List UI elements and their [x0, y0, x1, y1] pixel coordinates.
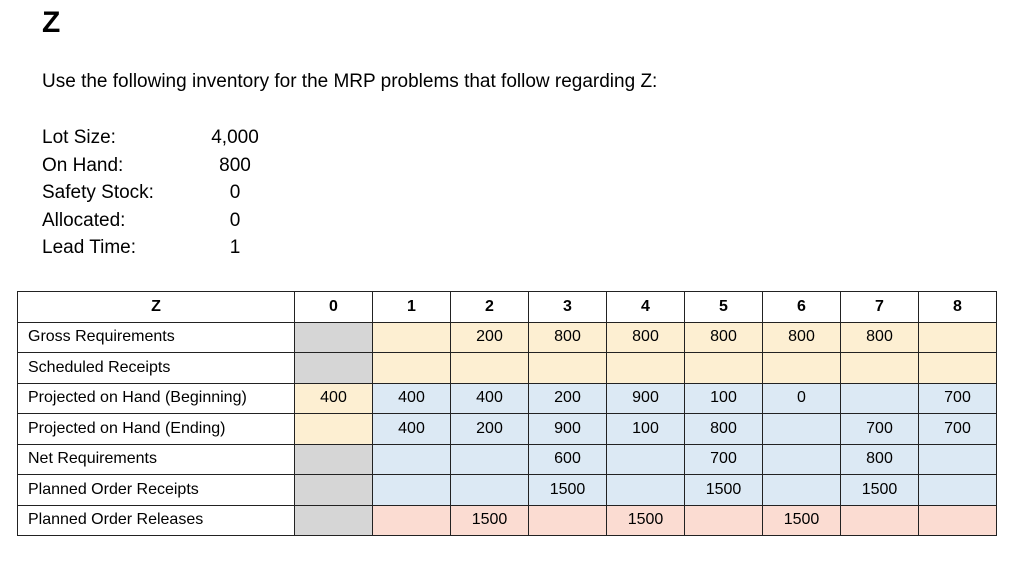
table-cell: 800	[841, 444, 919, 475]
param-value: 0	[229, 209, 241, 231]
table-cell	[451, 475, 529, 506]
table-cell: 800	[841, 322, 919, 353]
table-cell	[295, 414, 373, 445]
table-cell	[763, 353, 841, 384]
period-header: 5	[685, 292, 763, 323]
table-cell	[295, 322, 373, 353]
table-cell: 1500	[607, 505, 685, 536]
table-cell	[919, 505, 997, 536]
table-cell: 800	[763, 322, 841, 353]
table-cell: 800	[685, 322, 763, 353]
row-label: Projected on Hand (Beginning)	[18, 383, 295, 414]
table-cell	[607, 353, 685, 384]
row-label: Scheduled Receipts	[18, 353, 295, 384]
table-cell	[841, 353, 919, 384]
period-header: 8	[919, 292, 997, 323]
row-gross-requirements	[18, 322, 997, 353]
table-cell	[373, 475, 451, 506]
table-cell	[529, 353, 607, 384]
table-cell	[373, 444, 451, 475]
table-cell: 400	[373, 414, 451, 445]
table-cell: 400	[373, 383, 451, 414]
table-cell	[607, 475, 685, 506]
table-cell	[529, 505, 607, 536]
table-cell: 700	[685, 444, 763, 475]
period-header: 2	[451, 292, 529, 323]
table-cell	[451, 353, 529, 384]
table-cell: 1500	[841, 475, 919, 506]
row-label: Net Requirements	[18, 444, 295, 475]
param-label: Lead Time:	[42, 237, 136, 258]
table-cell: 1500	[529, 475, 607, 506]
table-cell	[841, 383, 919, 414]
row-net-requirements	[18, 444, 997, 475]
row-planned-order-releases	[18, 505, 997, 536]
period-header: 0	[295, 292, 373, 323]
table-cell: 400	[451, 383, 529, 414]
table-cell	[373, 322, 451, 353]
table-cell: 800	[529, 322, 607, 353]
table-cell	[763, 444, 841, 475]
row-label: Planned Order Receipts	[18, 475, 295, 506]
table-cell: 200	[451, 322, 529, 353]
table-cell: 900	[529, 414, 607, 445]
param-label: Allocated:	[42, 209, 126, 231]
table-cell	[295, 475, 373, 506]
table-cell	[919, 475, 997, 506]
period-header: 6	[763, 292, 841, 323]
row-label: Projected on Hand (Ending)	[18, 414, 295, 445]
row-projected-on-hand-ending	[18, 414, 997, 445]
page-title: Z	[42, 6, 61, 39]
table-cell: 200	[529, 383, 607, 414]
table-cell	[919, 353, 997, 384]
period-header: 7	[841, 292, 919, 323]
table-cell: 1500	[451, 505, 529, 536]
table-cell	[373, 353, 451, 384]
param-label: Safety Stock:	[42, 182, 154, 203]
table-cell: 700	[919, 414, 997, 445]
param-value: 0	[229, 182, 241, 203]
table-cell	[373, 505, 451, 536]
table-cell	[841, 505, 919, 536]
corner-cell: Z	[18, 292, 295, 323]
table-cell: 900	[607, 383, 685, 414]
table-cell: 700	[919, 383, 997, 414]
table-cell: 1500	[763, 505, 841, 536]
table-cell: 400	[295, 383, 373, 414]
row-planned-order-receipts	[18, 475, 997, 506]
table-cell	[295, 444, 373, 475]
param-label: Lot Size:	[42, 127, 116, 148]
table-cell	[685, 505, 763, 536]
table-cell	[919, 444, 997, 475]
table-cell	[295, 505, 373, 536]
period-header: 3	[529, 292, 607, 323]
table-cell: 600	[529, 444, 607, 475]
table-cell	[763, 475, 841, 506]
table-cell	[295, 353, 373, 384]
table-cell	[451, 444, 529, 475]
table-cell: 100	[607, 414, 685, 445]
table-cell	[607, 444, 685, 475]
param-value: 1	[229, 237, 241, 258]
table-cell: 700	[841, 414, 919, 445]
table-cell: 0	[763, 383, 841, 414]
param-value: 800	[219, 154, 251, 176]
row-label: Planned Order Releases	[18, 505, 295, 536]
param-label: On Hand:	[42, 154, 124, 176]
period-header: 4	[607, 292, 685, 323]
table-cell: 800	[607, 322, 685, 353]
intro-text: Use the following inventory for the MRP problems that follow regarding Z:	[42, 71, 658, 92]
table-cell: 1500	[685, 475, 763, 506]
table-cell: 100	[685, 383, 763, 414]
table-cell	[919, 322, 997, 353]
table-cell: 800	[685, 414, 763, 445]
row-scheduled-receipts	[18, 353, 997, 384]
table-cell	[763, 414, 841, 445]
row-label: Gross Requirements	[18, 322, 295, 353]
param-value: 4,000	[211, 127, 259, 148]
row-projected-on-hand-beginning	[18, 383, 997, 414]
mrp-table	[17, 291, 997, 536]
period-header: 1	[373, 292, 451, 323]
header-row	[18, 292, 997, 323]
table-cell: 200	[451, 414, 529, 445]
table-cell	[685, 353, 763, 384]
